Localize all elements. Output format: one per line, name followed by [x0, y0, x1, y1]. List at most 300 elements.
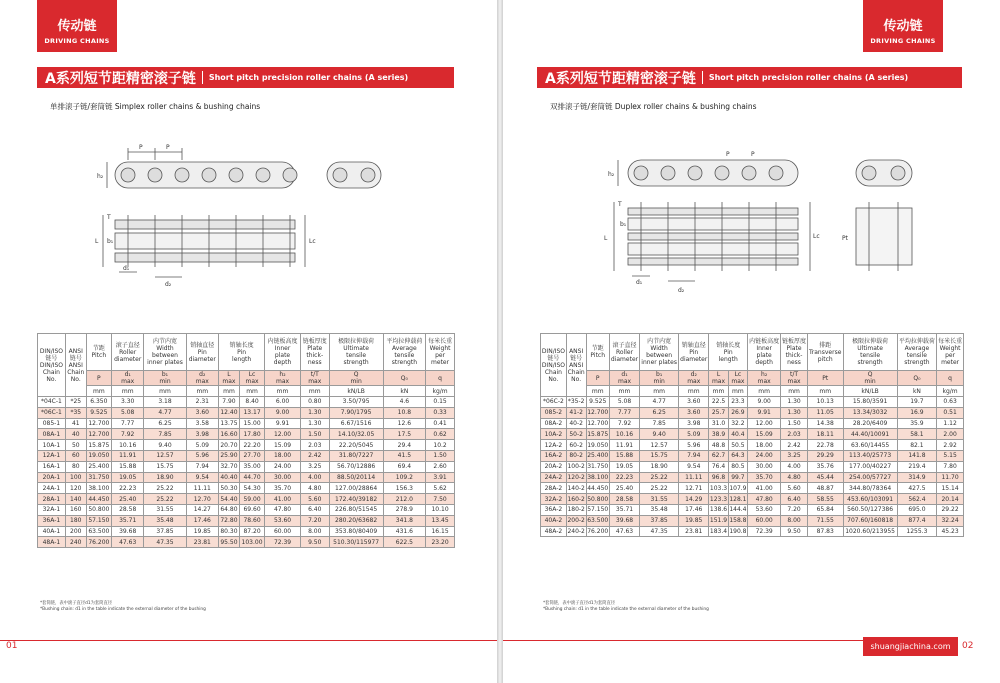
- table-cell: 180: [65, 515, 86, 526]
- table-cell: *06C-2: [541, 397, 567, 408]
- table-cell: 877.4: [897, 515, 937, 526]
- table-cell: 14.10/32.05: [329, 429, 383, 440]
- footnote: [543, 601, 709, 613]
- table-cell: 08A-1: [38, 429, 66, 440]
- table-cell: 1.30: [781, 407, 808, 418]
- table-cell: 16.15: [426, 526, 455, 537]
- table-cell: 12A-2: [541, 440, 567, 451]
- table-cell: 19.050: [587, 441, 609, 449]
- table-cell: 13.17: [239, 407, 264, 418]
- table-cell: 7.80: [937, 461, 964, 472]
- table-cell: 510.30/115977: [329, 537, 383, 548]
- table-cell: 212.0: [383, 494, 426, 505]
- table-cell: 120: [65, 483, 86, 494]
- table-cell: 12.700: [86, 429, 111, 440]
- table-cell: 123.3: [709, 495, 728, 503]
- table-cell: 120-2: [567, 473, 585, 481]
- table-cell: 7.90/1795: [329, 407, 383, 418]
- page-title-bar: [537, 67, 962, 88]
- table-cell: 15.09: [265, 440, 301, 451]
- column-header: 内节内宽 Width between inner plates: [640, 334, 679, 371]
- table-cell: 0.15: [426, 397, 455, 408]
- column-header: 滚子直径 Roller diameter: [111, 334, 143, 371]
- table-cell: 3.25: [781, 450, 808, 461]
- table-cell: 62.7: [709, 450, 728, 461]
- label-l: L: [95, 238, 99, 245]
- label-t: T: [618, 201, 622, 208]
- table-row: [541, 418, 964, 429]
- table-cell: 25.22: [640, 483, 679, 494]
- column-header: DIN/ISO 链号 DIN/ISO Chain No.: [38, 334, 66, 397]
- table-cell: 14.38: [807, 418, 843, 429]
- table-cell: 16.60: [220, 430, 238, 438]
- table-cell: 138.6: [709, 506, 728, 514]
- table-cell: 158.8: [729, 517, 747, 525]
- table-cell: 69.60: [239, 504, 264, 515]
- table-cell: 278.9: [383, 504, 426, 515]
- column-symbol: L max: [709, 371, 728, 386]
- table-cell: 38.100: [86, 483, 111, 494]
- table-cell: 18.00: [748, 440, 781, 451]
- table-cell: 44.450: [587, 484, 609, 492]
- table-cell: 78.60: [239, 515, 264, 526]
- table-cell: 7.85: [144, 429, 186, 440]
- column-header: 排距 Transverse pitch: [807, 334, 843, 371]
- label-p1: P: [726, 151, 730, 158]
- table-cell: 26.9: [728, 407, 747, 418]
- footnote-cn: *套筒链，表中滚子直径d1为套筒直径: [543, 601, 616, 606]
- table-cell: 100-2: [567, 463, 585, 471]
- table-cell: 45.44: [807, 472, 843, 483]
- column-unit: mm: [728, 386, 747, 397]
- table-cell: 22.5: [709, 397, 728, 408]
- table-cell: 23.20: [426, 537, 455, 548]
- table-cell: 5.60: [781, 483, 808, 494]
- column-header: 销轴长度 Pin length: [219, 334, 265, 371]
- table-cell: 2.03: [781, 429, 808, 440]
- table-cell: 100: [65, 472, 86, 483]
- table-row: [38, 515, 455, 526]
- table-cell: 25.22: [144, 483, 186, 494]
- section-tag-en: DRIVING CHAINS: [870, 37, 936, 45]
- table-cell: 76.200: [86, 537, 111, 548]
- table-cell: 48A-1: [38, 537, 66, 548]
- table-cell: 99.7: [728, 472, 747, 483]
- column-header: 内链板高度 Inner plate depth: [748, 334, 781, 371]
- table-cell: 180-2: [567, 506, 585, 514]
- table-cell: 80-2: [566, 450, 586, 461]
- table-cell: 28A-1: [38, 494, 66, 505]
- table-cell: 2.60: [426, 461, 455, 472]
- table-cell: 3.25: [300, 461, 329, 472]
- column-symbol: b₁ min: [144, 371, 186, 386]
- table-cell: 200: [65, 526, 86, 537]
- table-cell: 35.48: [144, 515, 186, 526]
- table-cell: 18.90: [640, 461, 679, 472]
- table-cell: 35.70: [748, 472, 781, 483]
- table-cell: 16A-2: [541, 450, 567, 461]
- table-cell: 353.80/80409: [329, 526, 383, 537]
- table-cell: 32.2: [728, 418, 747, 429]
- table-row: [541, 504, 964, 515]
- table-cell: 226.80/51545: [329, 504, 383, 515]
- label-h2: h₂: [608, 171, 615, 178]
- table-cell: 18.11: [807, 429, 843, 440]
- table-cell: 87.83: [807, 526, 843, 537]
- table-cell: 23.3: [728, 397, 747, 408]
- table-row: [38, 450, 455, 461]
- label-h2: h₂: [97, 173, 104, 180]
- label-pt: Pt: [842, 235, 848, 242]
- table-cell: 28.20/6409: [843, 418, 897, 429]
- column-header: 链板厚度 Plate thick- ness: [781, 334, 808, 371]
- section-subtitle: 单排滚子链/套筒链 Simplex roller chains & bushing chains: [50, 102, 261, 111]
- column-symbol: Q₀: [383, 371, 426, 386]
- table-cell: 0.41: [426, 418, 455, 429]
- column-unit: mm: [186, 386, 218, 397]
- column-unit: mm: [748, 386, 781, 397]
- table-cell: 314.9: [897, 472, 937, 483]
- table-cell: 151.9: [709, 517, 728, 525]
- table-cell: 40: [65, 429, 86, 440]
- table-cell: 35.9: [897, 418, 937, 429]
- table-cell: 24.00: [748, 450, 781, 461]
- table-cell: 44.40/10091: [843, 429, 897, 440]
- column-header: 极限拉伸载荷 Ultimate tensile strength: [843, 334, 897, 371]
- table-cell: 22.78: [807, 440, 843, 451]
- table-cell: 50.800: [86, 504, 111, 515]
- section-tag: [863, 0, 943, 52]
- column-unit: mm: [709, 386, 728, 397]
- table-cell: 35.48: [640, 504, 679, 515]
- table-cell: 5.60: [300, 494, 329, 505]
- table-cell: 1.30: [300, 418, 329, 429]
- column-header: 销轴长度 Pin length: [709, 334, 748, 371]
- table-cell: 18.00: [265, 450, 301, 461]
- column-symbol: d₂ max: [186, 371, 218, 386]
- table-cell: 3.50/795: [329, 397, 383, 408]
- table-cell: 29.29: [807, 450, 843, 461]
- table-cell: 11.11: [186, 483, 218, 494]
- table-cell: 144.4: [729, 506, 747, 514]
- column-symbol: d₂ max: [679, 371, 709, 386]
- table-row: [38, 429, 455, 440]
- table-cell: 431.6: [383, 526, 426, 537]
- table-cell: 32.70: [220, 463, 238, 471]
- table-cell: 23.81: [186, 537, 218, 548]
- column-header: 平均拉伸载荷 Average tensile strength: [897, 334, 937, 371]
- table-cell: 7.20: [781, 504, 808, 515]
- table-cell: 72.80: [220, 517, 238, 525]
- column-header: 平均拉伸载荷 Average tensile strength: [383, 334, 426, 371]
- table-cell: 15.75: [640, 450, 679, 461]
- table-cell: 7.77: [609, 407, 639, 418]
- table-cell: 36A-1: [38, 515, 66, 526]
- table-cell: 15.09: [748, 429, 781, 440]
- table-cell: 23.81: [679, 526, 709, 537]
- table-cell: 14.27: [186, 504, 218, 515]
- table-row: [541, 483, 964, 494]
- page-title-en: Short pitch precision roller chains (A series): [208, 73, 409, 82]
- table-row: [541, 461, 964, 472]
- table-cell: 28.58: [609, 494, 639, 505]
- table-row: [38, 537, 455, 548]
- table-cell: 10.10: [426, 504, 455, 515]
- page-title-cn: A系列短节距精密滚子链: [545, 70, 696, 87]
- table-cell: 3.60: [186, 407, 218, 418]
- label-d2: d₂: [165, 281, 172, 288]
- table-cell: 0.51: [937, 407, 964, 418]
- table-cell: 19.85: [186, 526, 218, 537]
- table-cell: 40-2: [566, 418, 586, 429]
- table-cell: 71.55: [807, 515, 843, 526]
- table-cell: 11.91: [609, 440, 639, 451]
- table-cell: 47.63: [111, 537, 143, 548]
- table-cell: 15.75: [144, 461, 186, 472]
- table-cell: 1.12: [937, 418, 964, 429]
- table-cell: 25.90: [220, 452, 238, 460]
- table-cell: 47.80: [748, 494, 781, 505]
- page-title-cn: A系列短节距精密滚子链: [45, 70, 196, 87]
- table-cell: 427.5: [897, 483, 937, 494]
- table-cell: 103.3: [709, 484, 728, 492]
- table-cell: 58.1: [897, 429, 937, 440]
- chain-side-view: [107, 148, 381, 188]
- column-unit: mm: [586, 386, 609, 397]
- table-cell: 9.91: [265, 418, 301, 429]
- table-cell: 9.91: [748, 407, 781, 418]
- table-cell: *35: [65, 407, 86, 418]
- table-cell: 5.96: [679, 440, 709, 451]
- table-cell: 50.30: [220, 484, 238, 492]
- table-cell: 15.00: [239, 418, 264, 429]
- table-cell: 0.63: [937, 397, 964, 408]
- table-cell: 2.42: [781, 440, 808, 451]
- column-unit: mm: [86, 386, 111, 397]
- table-cell: 103.00: [239, 537, 264, 548]
- column-symbol: P: [86, 371, 111, 386]
- table-row: [541, 407, 964, 418]
- table-cell: 88.50/20114: [329, 472, 383, 483]
- table-cell: 37.85: [144, 526, 186, 537]
- column-symbol: d₁ max: [111, 371, 143, 386]
- column-unit: mm: [219, 386, 240, 397]
- table-cell: 24.00: [265, 461, 301, 472]
- column-header: ANSI 链号 ANSI Chain No.: [65, 334, 86, 397]
- table-cell: 24A-1: [38, 483, 66, 494]
- table-cell: 622.5: [383, 537, 426, 548]
- table-cell: 50: [65, 440, 86, 451]
- table-cell: 50-2: [566, 429, 586, 440]
- right-page: [503, 0, 1000, 683]
- table-cell: 30.00: [265, 472, 301, 483]
- column-header: DIN/ISO 链号 DIN/ISO Chain No.: [541, 334, 567, 397]
- table-cell: 9.00: [265, 407, 301, 418]
- column-unit: mm: [679, 386, 709, 397]
- table-cell: 22.20/5045: [329, 440, 383, 451]
- table-row: [541, 526, 964, 537]
- table-symbol-row: [541, 371, 964, 386]
- table-cell: 17.46: [679, 504, 709, 515]
- table-cell: 12.700: [86, 418, 111, 429]
- table-cell: 5.09: [679, 429, 709, 440]
- table-cell: 25.22: [144, 494, 186, 505]
- table-cell: 1.30: [781, 397, 808, 408]
- table-cell: 172.40/39182: [329, 494, 383, 505]
- table-symbol-row: [38, 371, 455, 386]
- table-header-row: [38, 334, 455, 371]
- table-cell: 12.700: [587, 419, 609, 427]
- footer-line: [503, 640, 863, 641]
- table-cell: 9.54: [186, 472, 218, 483]
- table-cell: *06C-1: [38, 407, 66, 418]
- table-cell: 9.40: [640, 429, 679, 440]
- table-cell: 240: [65, 537, 86, 548]
- label-p2: P: [166, 144, 170, 151]
- table-cell: 0.80: [300, 397, 329, 408]
- column-unit: kg/m: [426, 386, 455, 397]
- table-cell: 453.60/103091: [843, 494, 897, 505]
- table-cell: 10A-2: [541, 429, 567, 440]
- column-symbol: h₂ max: [265, 371, 301, 386]
- table-cell: 60.00: [265, 526, 301, 537]
- table-cell: 50.800: [587, 495, 609, 503]
- table-cell: 1020.60/213955: [843, 526, 897, 537]
- title-separator: [202, 71, 203, 84]
- table-cell: 7.90: [219, 397, 240, 408]
- column-header: 内链板高度 Inner plate depth: [265, 334, 301, 371]
- table-cell: 3.98: [186, 429, 218, 440]
- website-url[interactable]: shuangjiachina.com: [863, 637, 958, 656]
- table-cell: 107.9: [729, 484, 747, 492]
- table-cell: 60: [65, 450, 86, 461]
- table-header-row: [541, 334, 964, 371]
- label-t: T: [107, 214, 111, 221]
- table-cell: 6.40: [781, 494, 808, 505]
- simplex-chain-drawing: [95, 142, 395, 290]
- table-cell: 35.76: [807, 461, 843, 472]
- column-symbol: t/T max: [781, 371, 808, 386]
- table-cell: 9.54: [679, 461, 709, 472]
- section-tag-en: DRIVING CHAINS: [44, 37, 110, 45]
- table-cell: 3.18: [144, 397, 186, 408]
- table-row: [38, 494, 455, 505]
- table-cell: 44.70: [239, 472, 264, 483]
- table-cell: 80.5: [728, 461, 747, 472]
- table-cell: 4.77: [144, 407, 186, 418]
- footnote: [40, 601, 206, 613]
- table-cell: 39.68: [609, 515, 639, 526]
- table-cell: 2.42: [300, 450, 329, 461]
- table-cell: 7.94: [186, 461, 218, 472]
- table-cell: 9.00: [748, 397, 781, 408]
- table-cell: 9.525: [86, 407, 111, 418]
- table-cell: 48.8: [709, 440, 728, 451]
- table-cell: 2.31: [186, 397, 218, 408]
- table-cell: 54.30: [239, 483, 264, 494]
- table-cell: 2.00: [937, 429, 964, 440]
- column-header: 每米长重 Weight per meter: [937, 334, 964, 371]
- table-row: [38, 407, 455, 418]
- table-cell: 11.70: [937, 472, 964, 483]
- column-header: 极限拉伸载荷 Ultimate tensile strength: [329, 334, 383, 371]
- table-cell: 44.450: [86, 494, 111, 505]
- table-row: [38, 461, 455, 472]
- table-cell: 12.40: [220, 409, 238, 417]
- table-cell: 177.00/40227: [843, 461, 897, 472]
- table-cell: 7.92: [609, 418, 639, 429]
- table-cell: 47.35: [640, 526, 679, 537]
- column-symbol: Q min: [329, 371, 383, 386]
- table-cell: 35.70: [265, 483, 301, 494]
- table-cell: 53.60: [265, 515, 301, 526]
- table-row: [38, 472, 455, 483]
- column-unit: kN/LB: [329, 386, 383, 397]
- table-cell: 6.25: [144, 418, 186, 429]
- table-cell: 8.00: [781, 515, 808, 526]
- column-unit: kN: [897, 386, 937, 397]
- table-cell: 31.750: [86, 472, 111, 483]
- table-cell: 37.85: [640, 515, 679, 526]
- table-cell: 3.58: [186, 418, 218, 429]
- table-cell: 80.30: [220, 527, 238, 535]
- label-b1: b₁: [107, 238, 114, 245]
- table-cell: 7.50: [426, 494, 455, 505]
- column-unit: mm: [300, 386, 329, 397]
- table-cell: 40.40: [220, 473, 238, 481]
- table-cell: 28.58: [111, 504, 143, 515]
- label-p2: P: [751, 151, 755, 158]
- table-cell: 76.200: [587, 527, 609, 535]
- label-d1: d₁: [636, 279, 643, 286]
- table-cell: 9.525: [586, 397, 609, 408]
- chain-side-view: [618, 160, 912, 186]
- column-header: 销轴直径 Pin diameter: [186, 334, 218, 371]
- table-cell: 7.20: [300, 515, 329, 526]
- table-row: [541, 429, 964, 440]
- table-cell: 63.500: [86, 526, 111, 537]
- table-row: [541, 472, 964, 483]
- table-cell: 28A-2: [541, 483, 567, 494]
- column-symbol: P: [586, 371, 609, 386]
- table-cell: 4.00: [781, 461, 808, 472]
- table-cell: 9.40: [144, 440, 186, 451]
- table-cell: 141.8: [897, 450, 937, 461]
- table-cell: 12.00: [265, 429, 301, 440]
- table-cell: 19.050: [86, 450, 111, 461]
- table-cell: 65.84: [807, 504, 843, 515]
- duplex-spec-table: [540, 333, 964, 537]
- table-cell: 17.5: [383, 429, 426, 440]
- table-cell: 32A-2: [541, 494, 567, 505]
- table-cell: 12.70: [186, 494, 218, 505]
- table-cell: 22.23: [609, 472, 639, 483]
- table-cell: 22.23: [111, 483, 143, 494]
- table-cell: 54.40: [220, 495, 238, 503]
- table-row: [38, 397, 455, 408]
- table-cell: 7.77: [111, 418, 143, 429]
- section-subtitle: 双排滚子链/套筒链 Duplex roller chains & bushing chains: [550, 102, 757, 111]
- table-cell: 1.50: [426, 450, 455, 461]
- table-cell: 41.5: [383, 450, 426, 461]
- table-cell: 240-2: [567, 527, 585, 535]
- column-unit: mm: [265, 386, 301, 397]
- table-cell: 6.67/1516: [329, 418, 383, 429]
- title-separator: [702, 71, 703, 84]
- table-cell: 160-2: [567, 495, 585, 503]
- table-cell: 140: [65, 494, 86, 505]
- table-cell: 6.25: [640, 407, 679, 418]
